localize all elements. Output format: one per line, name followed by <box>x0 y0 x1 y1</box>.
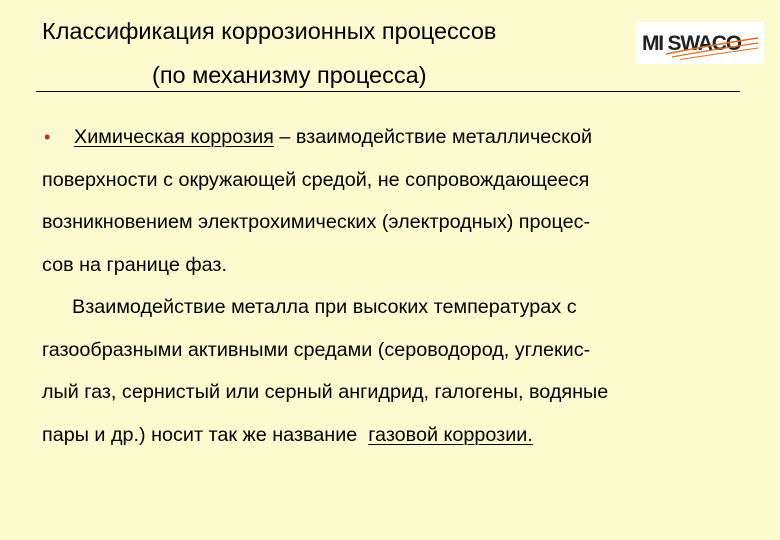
bullet-line-4: сов на границе фаз. <box>42 253 227 276</box>
slide-title-line1: Классификация коррозионных процессов <box>42 18 497 44</box>
company-logo <box>636 22 764 64</box>
bullet-line-3: возникновением электрохимических (электродных) процес- <box>42 211 591 233</box>
paragraph-line-4 <box>42 414 762 457</box>
paragraph-line1-text: Взаимодействие металла при высоких температурах с <box>72 296 577 318</box>
bullet-icon: • <box>44 127 51 147</box>
paragraph-line-1 <box>42 286 762 329</box>
logo-text: MI SWACO <box>642 32 741 55</box>
title-underline-rule <box>36 91 740 92</box>
paragraph-line4-text: пары и др.) носит так же название <box>42 423 369 446</box>
slide-body <box>42 116 762 456</box>
bullet-term: Химическая коррозия <box>74 126 274 148</box>
paragraph-line-3: лый газ, сернистый или серный ангидрид, галогены, водяные <box>42 381 609 403</box>
slide-title-line2: (по механизму процесса) <box>152 62 427 88</box>
bullet-line1-text: – взаимодействие металлической <box>273 126 593 148</box>
bullet-line-2: поверхности с окружающей средой, не сопровождающееся <box>42 168 590 191</box>
bullet-line-1 <box>42 116 762 159</box>
paragraph-line-2: газообразными активными средами (сероводород, углекис- <box>42 338 591 361</box>
mi-swaco-logo-icon <box>636 22 764 64</box>
paragraph-term: газовой коррозии. <box>368 423 533 446</box>
